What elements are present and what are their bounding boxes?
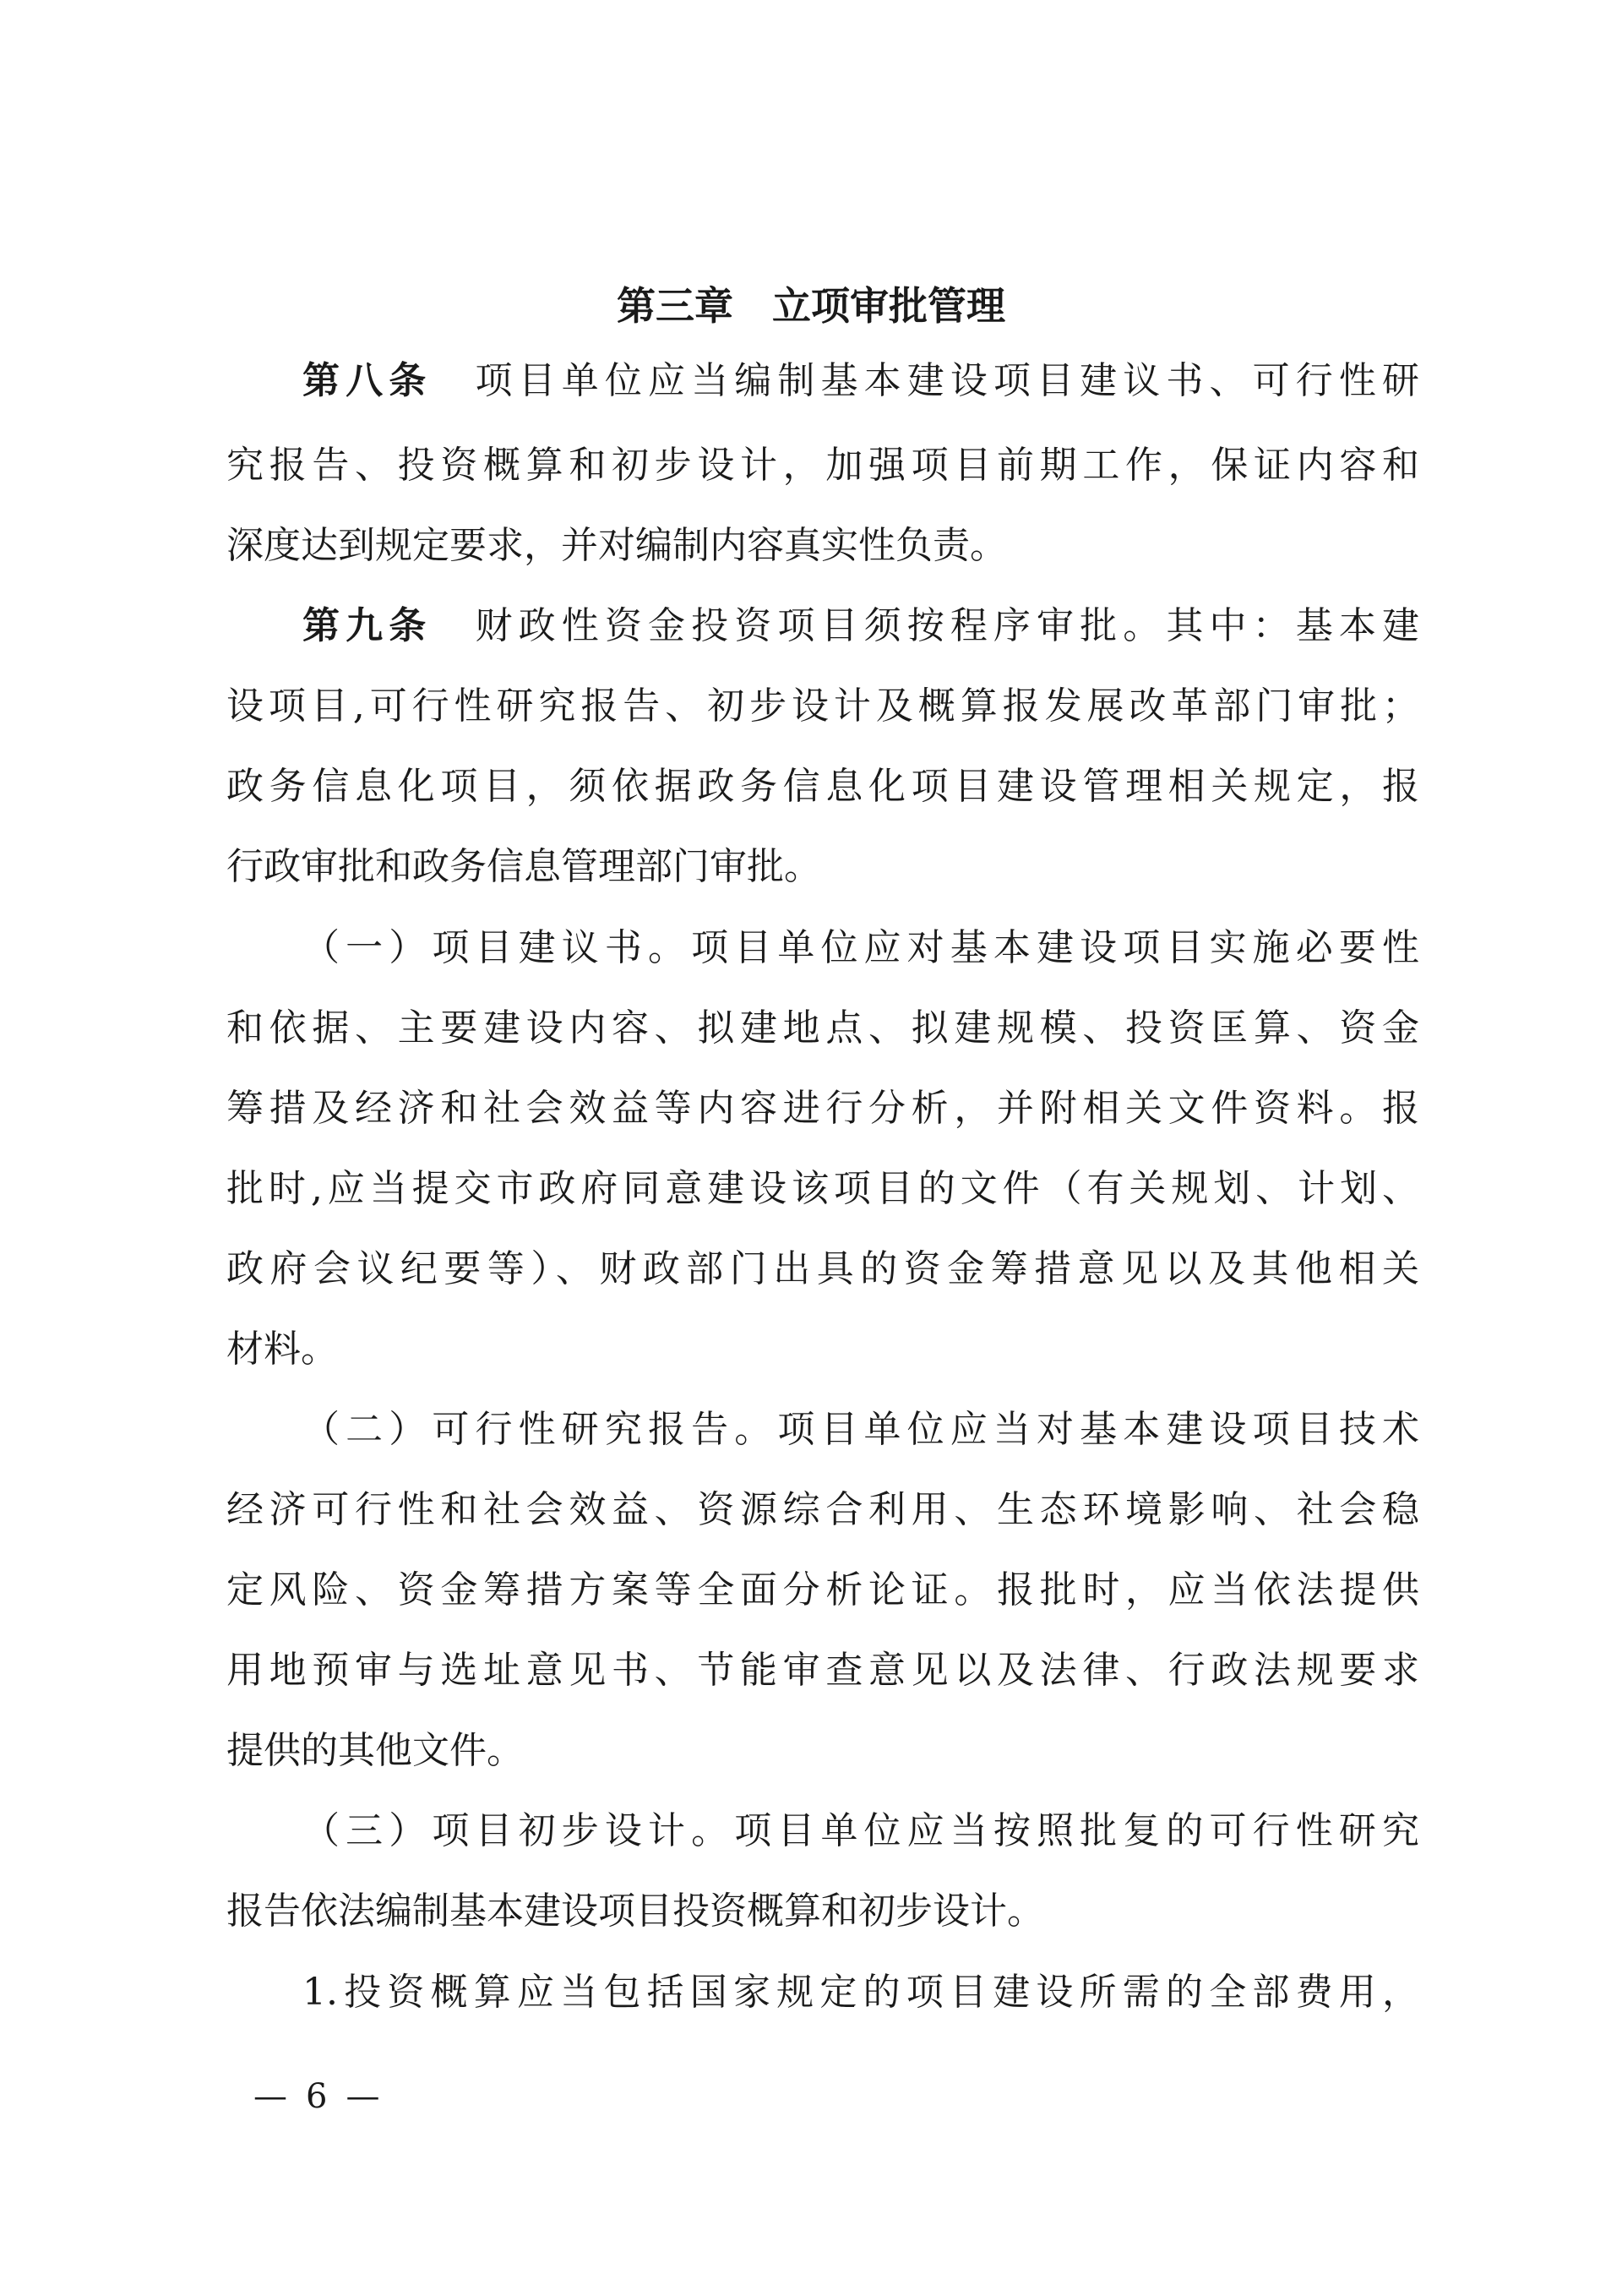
- item-1-line-6: 材料。: [226, 1328, 338, 1371]
- article-8-text-1: 项目单位应当编制基本建设项目建议书、可行性研: [469, 359, 1420, 402]
- article-8-line-3: 深度达到规定要求，并对编制内容真实性负责。: [226, 524, 1007, 567]
- article-9-text-1: 财政性资金投资项目须按程序审批。其中：基本建: [469, 604, 1420, 647]
- article-9-line-3: 政务信息化项目，须依据政务信息化项目建设管理相关规定，报: [226, 765, 1419, 808]
- page-number-dash-left: —: [253, 2077, 287, 2116]
- item-1-line-5: 政府会议纪要等）、财政部门出具的资金筹措意见以及其他相关: [226, 1247, 1419, 1290]
- item-2-line-2: 经济可行性和社会效益、资源综合利用、生态环境影响、社会稳: [226, 1488, 1419, 1531]
- item-1-line-3: 筹措及经济和社会效益等内容进行分析，并附相关文件资料。报: [226, 1087, 1419, 1130]
- page-number-dash-right: —: [346, 2077, 380, 2116]
- item-2-line-3: 定风险、资金筹措方案等全面分析论证。报批时，应当依法提供: [226, 1568, 1419, 1612]
- article-8-line-2: 究报告、投资概算和初步设计，加强项目前期工作，保证内容和: [226, 444, 1419, 487]
- item-1-line-1: （一）项目建议书。项目单位应对基本建设项目实施必要性: [302, 926, 1419, 969]
- article-9-line-1: [302, 603, 1419, 650]
- item-3-line-1: （三）项目初步设计。项目单位应当按照批复的可行性研究: [302, 1809, 1419, 1852]
- page-number: [253, 2075, 379, 2118]
- article-8-line-1: [302, 357, 1419, 405]
- item-2-line-5: 提供的其他文件。: [226, 1729, 524, 1772]
- article-8-label: 第八条: [302, 359, 433, 402]
- article-9-line-2: 设项目,可行性研究报告、初步设计及概算报发展改革部门审批；: [226, 684, 1419, 728]
- page-number-value: 6: [306, 2077, 328, 2116]
- article-9-label: 第九条: [302, 604, 433, 647]
- chapter-heading: 立项审批管理: [772, 283, 1005, 329]
- chapter-number: 第三章: [617, 283, 733, 329]
- chapter-title: [0, 281, 1622, 331]
- item-1-line-4: 批时,应当提交市政府同意建设该项目的文件（有关规划、计划、: [226, 1167, 1419, 1210]
- item-2-line-4: 用地预审与选址意见书、节能审查意见以及法律、行政法规要求: [226, 1649, 1419, 1692]
- item-1-line-2: 和依据、主要建设内容、拟建地点、拟建规模、投资匡算、资金: [226, 1006, 1419, 1050]
- article-9-line-4: 行政审批和政务信息管理部门审批。: [226, 845, 821, 888]
- item-3-line-2: 报告依法编制基本建设项目投资概算和初步设计。: [226, 1890, 1044, 1933]
- item-2-line-1: （二）可行性研究报告。项目单位应当对基本建设项目技术: [302, 1408, 1419, 1451]
- sub-item-1-line-1: 1.投资概算应当包括国家规定的项目建设所需的全部费用，: [302, 1971, 1419, 2014]
